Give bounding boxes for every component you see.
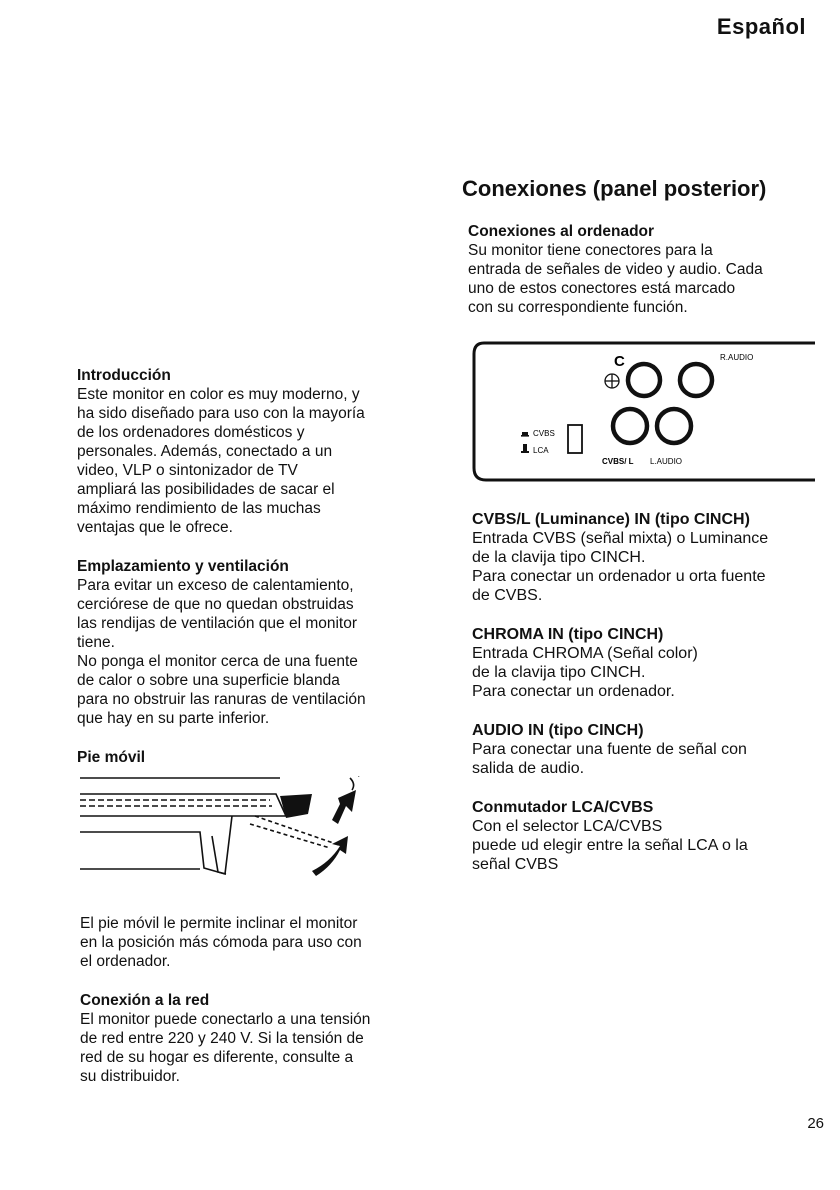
- conexion-red-text: El monitor puede conectarlo a una tensión de red entre 220 y 240 V. Si la tensión de red de su hogar es diferente, consulte a su distribuidor.: [80, 1011, 371, 1085]
- tilt-outline: [255, 816, 342, 846]
- introduccion-text: Este monitor en color es muy moderno, y ha sido diseñado para uso con la mayoría de los ordenadores domésticos y personales. Además, conectado a un video, VLP o sintonizador de TV ampliará las posibilidades de sacar el máximo rendimiento de las muchas ventajas que le ofrece.: [77, 386, 365, 536]
- label-l-audio: L.AUDIO: [650, 457, 683, 466]
- chroma-text: Entrada CHROMA (Señal color) de la clavija tipo CINCH. Para conectar un ordenador.: [472, 645, 698, 700]
- right-column-bottom: [472, 510, 832, 894]
- cvbs-l-jack: [613, 409, 647, 443]
- section-introduccion: [77, 366, 437, 537]
- ordenador-heading: Conexiones al ordenador: [468, 223, 655, 240]
- rear-panel-diagram: [470, 340, 815, 485]
- cvbs-l-heading: CVBS/L (Luminance) IN (tipo CINCH): [472, 511, 750, 528]
- label-cvbs-l: CVBS/ L: [602, 457, 634, 466]
- label-cvbs-switch: CVBS: [533, 429, 555, 438]
- l-audio-jack: [657, 409, 691, 443]
- label-lca-switch: LCA: [533, 446, 549, 455]
- left-column-bottom: [80, 914, 440, 1106]
- page-number: 26: [807, 1115, 824, 1132]
- cvbs-switch-icon: [522, 432, 528, 435]
- foot-stand: [80, 816, 232, 874]
- monitor-body: [80, 794, 286, 816]
- plus-icon: [605, 374, 619, 388]
- emplazamiento-heading: Emplazamiento y ventilación: [77, 558, 289, 575]
- conexion-red-heading: Conexión a la red: [80, 992, 210, 1009]
- page-title: Conexiones (panel posterior): [462, 176, 767, 201]
- chroma-jack: [628, 364, 660, 396]
- lca-cvbs-switch: [568, 425, 582, 453]
- conmutador-heading: Conmutador LCA/CVBS: [472, 799, 654, 816]
- lca-switch-icon: [523, 444, 527, 452]
- section-emplazamiento: [77, 557, 437, 728]
- pie-movil-text: El pie móvil le permite inclinar el monitor en la posición más cómoda para uso con el ordenador.: [80, 915, 362, 970]
- cvbs-l-text: Entrada CVBS (señal mixta) o Luminance de la clavija tipo CINCH. Para conectar un ordenador u orta fuente de CVBS.: [472, 530, 769, 604]
- label-r-audio: R.AUDIO: [720, 353, 754, 362]
- section-conmutador: [472, 798, 832, 874]
- pie-movil-heading: Pie móvil: [77, 749, 146, 766]
- emplazamiento-text: Para evitar un exceso de calentamiento, cerciórese de que no quedan obstruidas las rendijas de ventilación que el monitor tiene. No ponga el monitor cerca de una fuente de calor o sobre una superficie blanda para no obstruir las ranuras de ventilación que hay en su parte inferior.: [77, 577, 366, 727]
- language-label: Español: [716, 14, 806, 39]
- section-audio: [472, 721, 832, 778]
- section-pie-movil: [77, 748, 437, 767]
- right-column-top: [468, 222, 828, 317]
- arrow-down-icon: [332, 790, 356, 824]
- audio-text: Para conectar una fuente de señal con salida de audio.: [472, 741, 747, 777]
- r-audio-jack: [680, 364, 712, 396]
- label-c: C: [614, 353, 625, 370]
- conmutador-text: Con el selector LCA/CVBS puede ud elegir entre la señal LCA o la señal CVBS: [472, 818, 748, 873]
- chroma-heading: CHROMA IN (tipo CINCH): [472, 626, 664, 643]
- ordenador-text: Su monitor tiene conectores para la entrada de señales de video y audio. Cada uno de estos conectores está marcado con su correspondiente función.: [468, 242, 763, 316]
- introduccion-heading: Introducción: [77, 367, 171, 384]
- section-cvbs-l: [472, 510, 832, 605]
- section-pie-text: [80, 914, 440, 971]
- audio-heading: AUDIO IN (tipo CINCH): [472, 722, 644, 739]
- section-conexion-red: [80, 991, 440, 1086]
- section-chroma: [472, 625, 832, 701]
- left-column-top: [77, 366, 437, 787]
- tilt-foot-illustration: [80, 776, 380, 901]
